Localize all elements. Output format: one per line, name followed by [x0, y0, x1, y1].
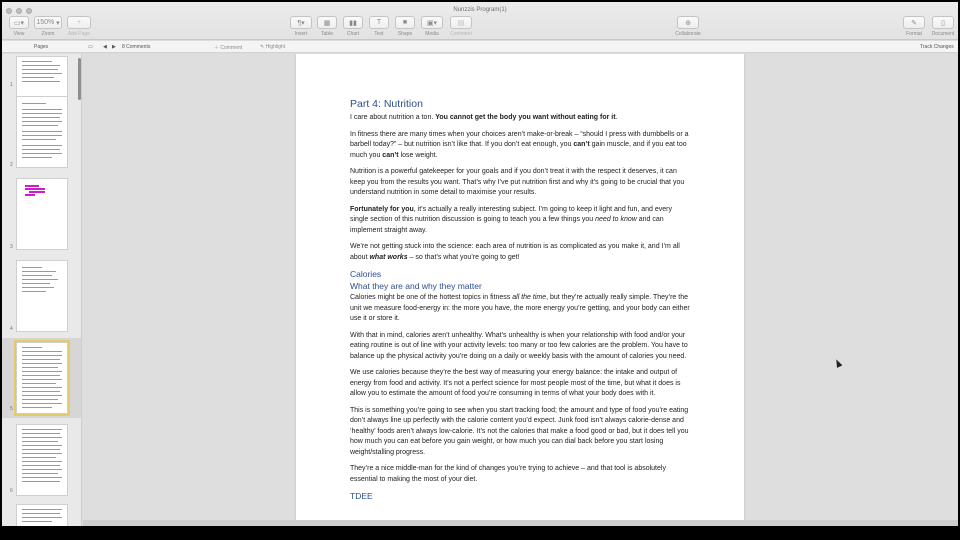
media-icon: ▣▾	[421, 16, 443, 29]
add-comment-button[interactable]: ＋ Comment	[214, 45, 243, 51]
heading-part-4: Part 4: Nutrition	[350, 98, 423, 110]
comment-button[interactable]: ▤ Comment	[448, 16, 474, 37]
plus-icon: +	[67, 16, 91, 29]
paragraph: Calories might be one of the hottest topics in fitness all the time, but they’re actually really simple. They’re the unit we measure food-energy in: the more you have, the more energy you’re getting, and your body can either use it or store it.	[350, 294, 690, 322]
insert-button[interactable]: ¶▾ Insert	[289, 16, 313, 37]
document-button[interactable]: ▯ Document	[928, 16, 958, 37]
add-page-button[interactable]: + Add Page	[65, 16, 93, 37]
page-number: 4	[10, 326, 13, 332]
zoom-select[interactable]: 150% ▾	[34, 16, 62, 29]
format-button[interactable]: ✎ Format	[902, 16, 926, 37]
document-body[interactable]	[350, 98, 690, 503]
page-number: 5	[10, 406, 13, 412]
media-button[interactable]: ▣▾ Media	[420, 16, 444, 37]
next-comment-icon[interactable]: ▶	[112, 44, 116, 50]
page-number: 1	[10, 82, 13, 88]
shape-icon: ■	[395, 16, 415, 29]
comments-count[interactable]: 8 Comments	[122, 44, 151, 50]
document-icon: ▯	[932, 16, 954, 29]
page-thumbnail-selected[interactable]	[16, 342, 68, 414]
pages-window	[2, 2, 958, 526]
highlight-button[interactable]: ✎ Highlight	[260, 44, 286, 50]
paragraph: We’re not getting stuck into the science: each area of nutrition is as complicated as you make it, and I’m all about what works – so that’s what you’re going to get!	[350, 243, 680, 261]
comment-icon: ▤	[450, 16, 472, 29]
page-number: 3	[10, 244, 13, 250]
window-title: Nunzzis Program(1)	[453, 7, 507, 13]
collaborate-button[interactable]: ⊕ Collaborate	[670, 16, 706, 37]
page-thumbnail[interactable]	[16, 96, 68, 168]
paragraph: I care about nutrition a ton. You cannot get the body you want without eating for it.	[350, 114, 618, 121]
paintbrush-icon: ✎	[903, 16, 925, 29]
page-thumbnails-sidebar	[2, 54, 82, 526]
paragraph: In fitness there are many times when your choices aren’t make-or-break – “should I press with dumbbells or a barbell today?” – but nutrition isn’t like that. If you don’t eat enough, you can’t gain muscle, and if you eat too much you can’t lose weight.	[350, 130, 689, 159]
page-thumbnail[interactable]	[16, 504, 68, 526]
view-button[interactable]: ▭▾ View	[8, 16, 30, 37]
paragraph: Fortunately for you, it’s actually a really interesting subject. I’m going to keep it light and fun, and every single section of this nutrition discussion is going to teach you a few things you need to know and can implement straight away.	[350, 205, 673, 234]
subheading-what-they-are: What they are and why they matter	[350, 281, 482, 291]
previous-comment-icon[interactable]: ◀	[103, 44, 107, 50]
paragraph: This is something you’re going to see when you start tracking food; the amount and type of food you’re eating don’t always line up perfectly with the calorie content you’d expect. Junk food isn’t always calorie-dense and ‘healthy’ foods aren’t always low-calorie. It’s not the calories that make a food good or bad, but it does tell you how much you can eat before you gain weight, or how much you can dial back before you start losing weight/stalling progress.	[350, 406, 689, 456]
track-changes-button[interactable]: Track Changes	[920, 44, 954, 50]
chart-icon: ▮▮	[343, 16, 363, 29]
horizontal-scroll-area[interactable]	[83, 520, 958, 526]
text-button[interactable]: T Text	[368, 16, 390, 37]
document-canvas[interactable]	[83, 54, 958, 526]
collaborate-icon: ⊕	[677, 16, 699, 29]
sidebar-icon: ▭▾	[9, 16, 29, 29]
chart-button[interactable]: ▮▮ Chart	[342, 16, 364, 37]
toolbar	[2, 2, 958, 40]
comments-bar	[2, 41, 958, 53]
text-icon: T	[369, 16, 389, 29]
paragraph: Nutrition is a powerful gatekeeper for your goals and if you don’t treat it with the respect it deserves, it can keep you from the results you want. That’s why I’ve put nutrition first and why it’s going to be crucial that you understand nutrition in some detail to maximise your results.	[350, 168, 685, 196]
document-page[interactable]	[296, 54, 744, 526]
paragraph: We use calories because they’re the best way of measuring your energy balance: the intake and output of energy from food and activity. It’s not a perfect science for most people most of the time, but what it does is allow you to estimate the amount of food you’re consuming in terms of what your body does with it.	[350, 369, 681, 397]
paragraph: They’re a nice middle-man for the kind of changes you’re trying to achieve – and that tool is absolutely essential to making the most of your diet.	[350, 465, 666, 483]
table-button[interactable]: ▦ Table	[316, 16, 338, 37]
sidebar-toggle-icon[interactable]: ▭	[88, 44, 93, 50]
zoom-control[interactable]: 150% ▾ Zoom	[34, 16, 62, 37]
paragraph: With that in mind, calories aren’t unhealthy. What’s unhealthy is when your relationship with food and/or your eating routine is out of line with your activity levels: too many or too few calories are the problem. You have to balance up the physical activity you’re doing on a daily or weekly basis with the amount of calories you need.	[350, 331, 688, 360]
shape-button[interactable]: ■ Shape	[394, 16, 416, 37]
page-number: 2	[10, 162, 13, 168]
heading-tdee: TDEE	[350, 491, 373, 501]
page-number: 6	[10, 488, 13, 494]
page-thumbnail[interactable]	[16, 424, 68, 496]
pages-header: Pages	[34, 44, 49, 50]
heading-calories: Calories	[350, 269, 382, 279]
page-thumbnail[interactable]	[16, 178, 68, 250]
table-icon: ▦	[317, 16, 337, 29]
page-thumbnail[interactable]	[16, 260, 68, 332]
paragraph-icon: ¶▾	[290, 16, 312, 29]
sidebar-scrollbar[interactable]	[78, 58, 81, 100]
